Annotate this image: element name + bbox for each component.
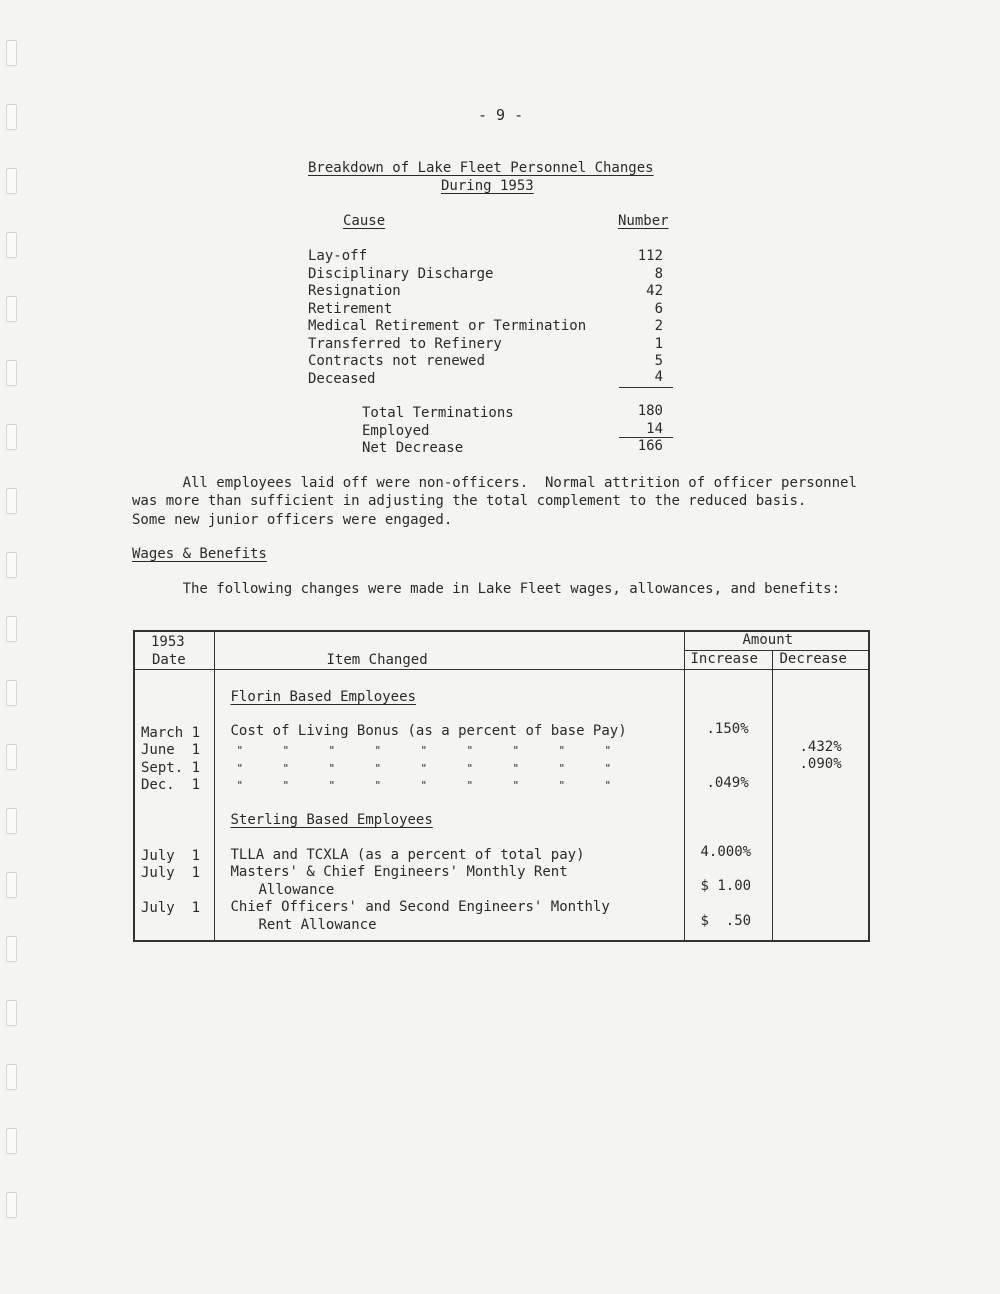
cause-number: 6	[654, 301, 663, 317]
year-header: 1953	[151, 634, 185, 650]
decrease-value: .432%	[799, 739, 842, 755]
row-item-continued: Rent Allowance	[258, 917, 377, 933]
row-item: Chief Officers' and Second Engineers' Monthly	[230, 899, 610, 915]
cause-number: 2	[654, 318, 663, 334]
binder-hole	[6, 872, 17, 898]
cause-label: Retirement	[308, 301, 393, 317]
total-terminations-number: 180	[637, 403, 663, 419]
binder-hole	[6, 168, 17, 194]
binder-hole	[6, 488, 17, 514]
decrease-value: .090%	[799, 756, 842, 772]
binder-hole	[6, 936, 17, 962]
wages-table	[133, 630, 870, 942]
increase-value: $ 1.00	[700, 878, 752, 894]
increase-value: $ .50	[700, 913, 752, 929]
increase-header: Increase	[690, 651, 758, 667]
binder-hole	[6, 680, 17, 706]
breakdown-title: Breakdown of Lake Fleet Personnel Changes	[308, 160, 654, 176]
ditto-marks: " " " " " " " " "	[236, 744, 612, 757]
number-column-header: Number	[618, 213, 669, 229]
sterling-heading: Sterling Based Employees	[230, 812, 433, 828]
wages-heading: Wages & Benefits	[132, 546, 267, 562]
binder-hole	[6, 808, 17, 834]
paragraph-line: All employees laid off were non-officers. Normal attrition of officer personnel	[132, 475, 857, 491]
amount-header	[684, 631, 869, 670]
row-item: TLLA and TCXLA (as a percent of total pay)	[230, 847, 585, 863]
binder-hole	[6, 744, 17, 770]
amount-header-label: Amount	[742, 632, 794, 648]
date-header	[134, 631, 214, 670]
date-column	[134, 670, 214, 942]
paragraph-line: Some new junior officers were engaged.	[132, 512, 453, 528]
ditto-marks: " " " " " " " " "	[236, 779, 612, 792]
total-terminations-label: Total Terminations	[362, 405, 514, 421]
cause-label: Lay-off	[308, 248, 368, 264]
binder-hole	[6, 1000, 17, 1026]
binder-hole	[6, 104, 17, 130]
net-decrease-label: Net Decrease	[362, 440, 464, 456]
paragraph-line: was more than sufficient in adjusting the total complement to the reduced basis.	[132, 493, 807, 509]
date-header-label: Date	[152, 652, 186, 668]
cause-label: Disciplinary Discharge	[308, 266, 494, 282]
item-header	[214, 631, 684, 670]
binder-hole	[6, 40, 17, 66]
amount-column-divider	[772, 650, 773, 669]
binder-hole	[6, 1064, 17, 1090]
cause-number: 4	[654, 369, 663, 385]
page-number: - 9 -	[478, 106, 524, 124]
ditto-marks: " " " " " " " " "	[236, 762, 612, 775]
row-item-continued: Allowance	[258, 882, 335, 898]
row-date: Dec. 1	[141, 777, 201, 793]
cause-label: Transferred to Refinery	[308, 336, 502, 352]
binder-hole	[6, 1128, 17, 1154]
row-date: March 1	[141, 725, 201, 741]
row-item: Cost of Living Bonus (as a percent of base Pay)	[230, 723, 627, 739]
row-date: July 1	[141, 848, 201, 864]
paragraph-line: The following changes were made in Lake Fleet wages, allowances, and benefits:	[132, 581, 841, 597]
increase-value: .049%	[706, 775, 749, 791]
florin-heading: Florin Based Employees	[230, 689, 416, 705]
binder-hole	[6, 232, 17, 258]
binder-hole	[6, 616, 17, 642]
cause-label: Contracts not renewed	[308, 353, 486, 369]
total-rule	[619, 437, 673, 438]
binder-hole	[6, 360, 17, 386]
binder-hole	[6, 296, 17, 322]
increase-value: 4.000%	[700, 844, 752, 860]
table-header-row	[134, 631, 869, 670]
row-date: Sept. 1	[141, 760, 201, 776]
increase-column	[684, 670, 772, 942]
subtotal-rule	[619, 387, 673, 388]
cause-number: 8	[654, 266, 663, 282]
item-header-label: Item Changed	[326, 652, 428, 668]
cause-label: Deceased	[308, 371, 376, 387]
cause-number: 5	[654, 353, 663, 369]
employed-number: 14	[646, 421, 663, 437]
row-item: Masters' & Chief Engineers' Monthly Rent	[230, 864, 568, 880]
cause-label: Resignation	[308, 283, 401, 299]
item-column	[214, 670, 684, 942]
cause-number: 1	[654, 336, 663, 352]
row-date: June 1	[141, 742, 201, 758]
table-body-row	[134, 670, 869, 942]
net-decrease-number: 166	[637, 438, 663, 454]
row-date: July 1	[141, 865, 201, 881]
cause-column-header: Cause	[343, 213, 386, 229]
binder-hole	[6, 552, 17, 578]
cause-number: 42	[646, 283, 663, 299]
employed-label: Employed	[362, 423, 430, 439]
decrease-column	[772, 670, 869, 942]
binder-hole	[6, 1192, 17, 1218]
binder-hole	[6, 424, 17, 450]
cause-number: 112	[637, 248, 663, 264]
increase-value: .150%	[706, 721, 749, 737]
binder-holes	[6, 40, 18, 1270]
row-date: July 1	[141, 900, 201, 916]
decrease-header: Decrease	[779, 651, 847, 667]
breakdown-subtitle: During 1953	[441, 178, 534, 194]
cause-label: Medical Retirement or Termination	[308, 318, 587, 334]
